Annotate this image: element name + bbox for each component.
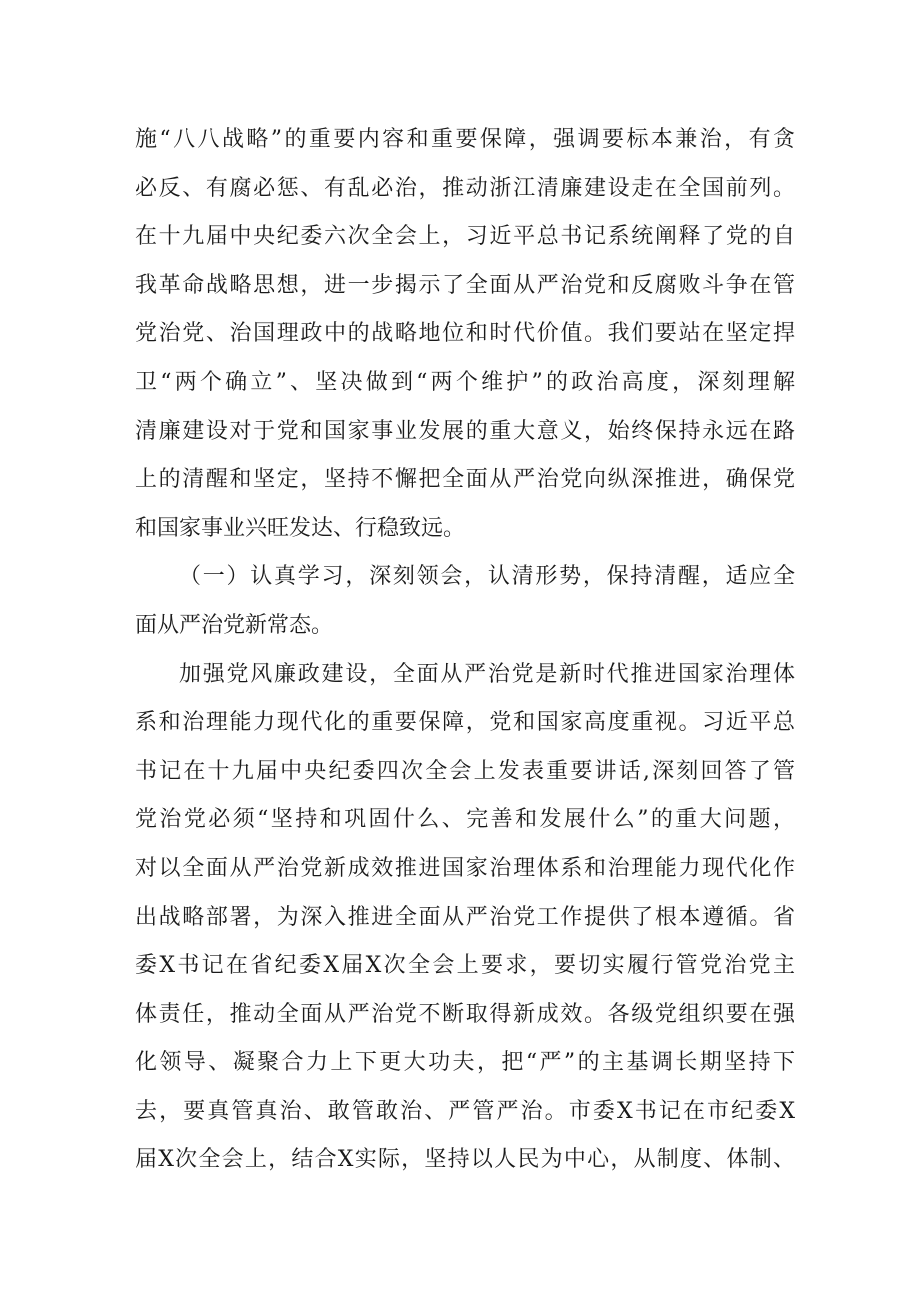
- text-line: 对以全面从严治党新成效推进国家治理体系和治理能力现代化作: [135, 855, 795, 881]
- text-line: 系和治理能力现代化的重要保障，党和国家高度重视。习近平总: [135, 710, 795, 736]
- text-line: 化领导、凝聚合力上下更大功夫，把“严”的主基调长期坚持下: [135, 1050, 795, 1076]
- text-line: 卫“两个确立”、坚决做到“两个维护”的政治高度，深刻理解: [135, 369, 795, 395]
- text-line: 加强党风廉政建设，全面从严治党是新时代推进国家治理体: [179, 661, 795, 687]
- text-line: 和国家事业兴旺发达、行稳致远。: [135, 515, 466, 541]
- text-line: 书记在十九届中央纪委四次全会上发表重要讲话,深刻回答了管: [135, 758, 795, 784]
- text-line: 党治党、治国理政中的战略地位和时代价值。我们要站在坚定捍: [135, 321, 795, 347]
- text-line: 体责任，推动全面从严治党不断取得新成效。各级党组织要在强: [135, 1001, 795, 1027]
- text-line: 清廉建设对于党和国家事业发展的重大意义，始终保持永远在路: [135, 418, 795, 444]
- text-line: 去，要真管真治、敢管敢治、严管严治。市委X书记在市纪委X: [135, 1098, 795, 1124]
- text-line: 上的清醒和坚定，坚持不懈把全面从严治党向纵深推进，确保党: [135, 467, 795, 493]
- text-line: 施“八八战略”的重要内容和重要保障，强调要标本兼治，有贪: [135, 127, 795, 152]
- text-line: 出战略部署，为深入推进全面从严治党工作提供了根本遵循。省: [135, 904, 795, 930]
- text-line: 委X书记在省纪委X届X次全会上要求，要切实履行管党治党主: [135, 953, 795, 979]
- text-line: 必反、有腐必惩、有乱必治，推动浙江清廉建设走在全国前列。: [135, 175, 795, 201]
- text-line: 在十九届中央纪委六次全会上，习近平总书记系统阐释了党的自: [135, 224, 795, 250]
- text-line: 党治党必须“坚持和巩固什么、完善和发展什么”的重大问题，: [135, 807, 795, 833]
- text-line: （一）认真学习，深刻领会，认清形势，保持清醒，适应全: [179, 564, 795, 590]
- text-line: 我革命战略思想，进一步揭示了全面从严治党和反腐败斗争在管: [135, 272, 795, 298]
- text-line: 面从严治党新常态。: [135, 612, 334, 638]
- text-line: 届X次全会上，结合X实际，坚持以人民为中心，从制度、体制、: [135, 1147, 795, 1173]
- body-text: [135, 116, 795, 1185]
